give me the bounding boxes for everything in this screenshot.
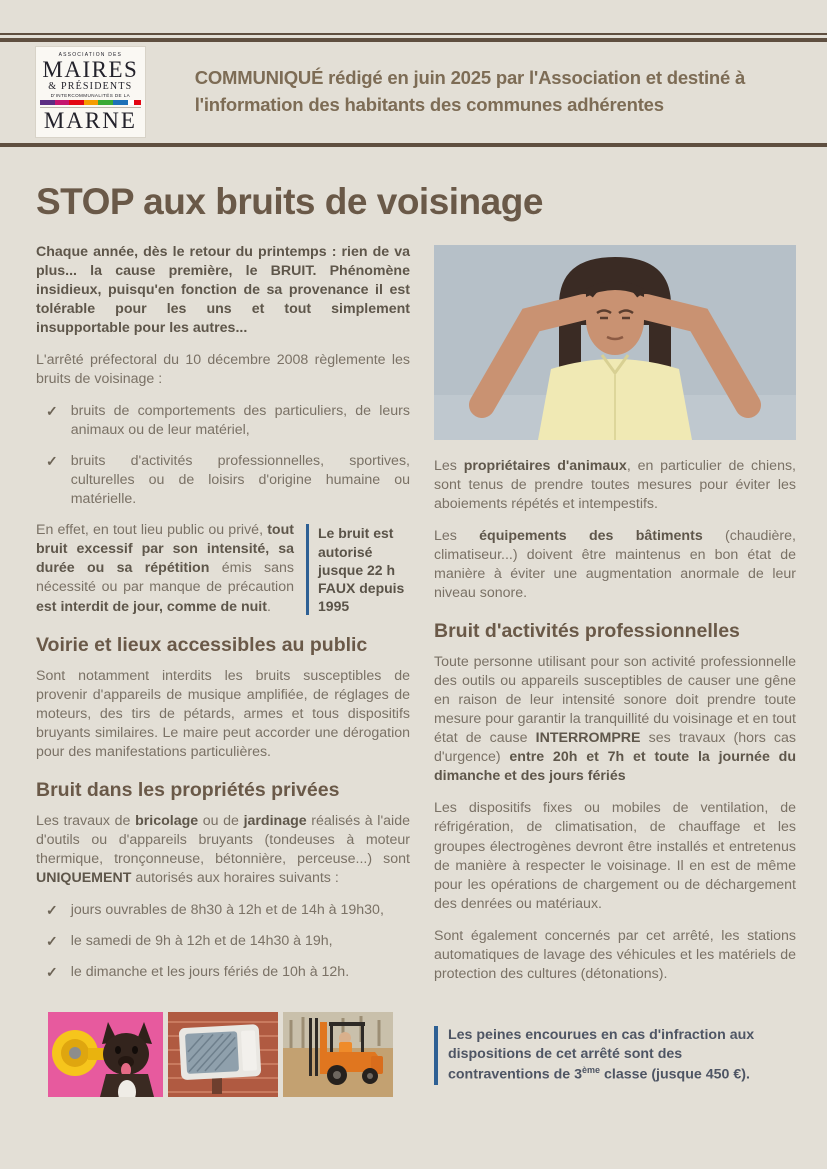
list-item <box>36 901 410 920</box>
top-margin <box>0 0 827 33</box>
left-column <box>36 243 410 1097</box>
travaux-paragraph <box>36 812 410 888</box>
list-item-text: jours ouvrables de 8h30 à 12h et de 14h à 19h30, <box>70 901 384 918</box>
section-heading-voirie: Voirie et lieux accessibles au public <box>36 633 368 656</box>
equipements-paragraph <box>434 527 796 603</box>
check-icon: ✓ <box>46 403 58 420</box>
activites-paragraph <box>434 653 796 786</box>
animaux-paragraph <box>434 457 796 514</box>
interdiction-paragraph <box>36 521 294 616</box>
check-icon: ✓ <box>46 963 58 980</box>
text-segment: Les travaux de <box>36 812 136 829</box>
text-segment: . <box>266 598 271 615</box>
text-segment: Toute personne utilisant pour son activité professionnelle des outils ou appareils susceptibles de causer une gêne en raison de leur intensité sonore doit prendre toute mesure pour garantir la tranquillité du voisinage et en tout état de cause <box>434 654 796 747</box>
right-column <box>434 243 796 1085</box>
interdiction-block <box>36 521 410 616</box>
intro-paragraph: Chaque année, dès le retour du printemps : rien de va plus... la cause première, le BRUIT. Phénomène insidieux, puisqu'en fonction de sa provenance il est tolérable pour les uns et tout simplement insupportable pour les autres... <box>36 244 410 337</box>
callout-bruit-22h: Le bruit est autorisé jusque 22 h FAUX depuis 1995 <box>306 524 410 615</box>
text-segment: INTERROMPRE <box>535 730 641 747</box>
text-segment: classe (jusque 450 €). <box>600 1066 750 1083</box>
voirie-paragraph: Sont notamment interdits les bruits susceptibles de provenir d'appareils de musique amplifiée, de réglages de moteurs, des tirs de pétards, armes et tous dispositifs bruyants similaires. Le maire peut accorder une dérogation pour des manifestations particulières. <box>36 667 410 760</box>
text-segment: Les peines encourues en cas d'infraction aux dispositions de cet arrêté sont des contraventions de 3 <box>448 1026 755 1083</box>
stripe-segment <box>69 100 84 105</box>
text-segment: propriétaires d'animaux <box>463 458 627 474</box>
list-item-text: bruits de comportements des particuliers, de leurs animaux ou de leur matériel, <box>70 403 410 439</box>
stripe-segment <box>84 100 99 105</box>
text-segment: ou de <box>198 812 244 829</box>
list-item <box>36 452 410 509</box>
woman-covering-ears-image <box>434 245 796 440</box>
text-segment: , en particulier de chiens, sont tenus de prendre toutes mesures pour éviter les aboiements répétés et intempestifs. <box>434 458 796 513</box>
text-segment: Les <box>434 528 480 545</box>
text-segment: jardinage <box>243 812 307 829</box>
text-segment: tout bruit excessif par son intensité, sa durée ou sa répétition <box>36 522 294 577</box>
stripe-segment <box>55 100 70 105</box>
list-item-text: bruits d'activités professionnelles, sportives, culturelles ou de loisirs d'origine humaine ou matérielle. <box>70 453 410 508</box>
text-segment: équipements des bâtiments <box>479 528 703 545</box>
text-segment: ses travaux (hors cas d'urgence) <box>434 730 796 766</box>
stripe-segment <box>98 100 113 105</box>
text-segment: (chaudière, climatiseur...) doivent être maintenus en bon état de manière à éviter une augmentation anormale de leur niveau sonore. <box>434 528 796 602</box>
communique-subtitle: COMMUNIQUÉ rédigé en juin 2025 par l'Association et destiné à l'information des habitants des communes adhérentes <box>194 67 746 115</box>
section-heading-activites-professionnelles: Bruit d'activités professionnelles <box>434 620 740 643</box>
arrete-paragraph: L'arrêté préfectoral du 10 décembre 2008 règlemente les bruits de voisinage : <box>36 352 410 388</box>
text-segment: bricolage <box>135 812 199 829</box>
stripe-segment <box>40 100 55 105</box>
stripe-segment <box>113 100 128 105</box>
dog-with-megaphone-image <box>48 1012 163 1097</box>
text-segment: ème <box>582 1065 601 1076</box>
logo-association-label: ASSOCIATION DES <box>58 51 123 58</box>
list-item-text: le dimanche et les jours fériés de 10h à 12h. <box>70 963 350 980</box>
logo-presidents-text: & PRÉSIDENTS <box>48 80 133 92</box>
logo-maires-text: MAIRES <box>42 56 139 82</box>
page-title: STOP aux bruits de voisinage <box>36 181 543 222</box>
logo-marne-text: MARNE <box>40 107 141 133</box>
check-icon: ✓ <box>46 453 58 470</box>
list-item <box>36 963 410 982</box>
text-segment: entre 20h et 7h et toute la journée du dimanche et des jours fériés <box>434 749 796 785</box>
check-icon: ✓ <box>46 901 58 918</box>
page-header <box>0 42 827 143</box>
header-bottom-rule <box>0 143 827 147</box>
forklift-image <box>283 1012 393 1097</box>
stripe-segment <box>134 100 141 105</box>
callout-peines-encourues <box>434 1026 764 1085</box>
logo-intercommunalites-text: D'INTERCOMMUNALITÉS DE LA <box>50 93 131 99</box>
list-item-text: le samedi de 9h à 12h et de 14h30 à 19h, <box>70 932 333 949</box>
text-segment: autorisés aux horaires suivants : <box>131 869 339 886</box>
text-segment: réalisés à l'aide d'outils ou d'appareils bruyants (tondeuses à moteur thermique, tronçonneuse, bétonnière, perceuse...) sont <box>36 812 410 867</box>
text-segment: Les <box>434 458 464 474</box>
dispositifs-paragraph: Les dispositifs fixes ou mobiles de ventilation, de réfrigération, de climatisation, de chauffage et les groupes électrogènes devront être installés et entretenus de manière à respecter le voisinage. Il en est de même pour les opérations de chargement ou de déchargement des denrées ou matériaux. <box>434 800 796 912</box>
content-columns <box>0 229 827 1097</box>
logo-color-stripe <box>40 100 141 105</box>
check-icon: ✓ <box>46 932 58 949</box>
text-segment: En effet, en tout lieu public ou privé, <box>36 522 268 539</box>
text-segment: est interdit de jour, comme de nuit <box>36 598 267 615</box>
section-heading-proprietes-privees: Bruit dans les propriétés privées <box>36 778 340 801</box>
list-item <box>36 402 410 440</box>
association-logo <box>36 47 145 138</box>
text-segment: UNIQUEMENT <box>36 869 132 886</box>
air-conditioner-image <box>168 1012 278 1097</box>
text-segment: émis sans nécessité ou par manque de précaution <box>36 560 294 596</box>
list-item <box>36 932 410 951</box>
stations-paragraph: Sont également concernés par cet arrêté, les stations automatiques de lavage des véhicules et les matériels de protection des cultures (détonations). <box>434 927 796 982</box>
photo-strip <box>48 1012 410 1097</box>
